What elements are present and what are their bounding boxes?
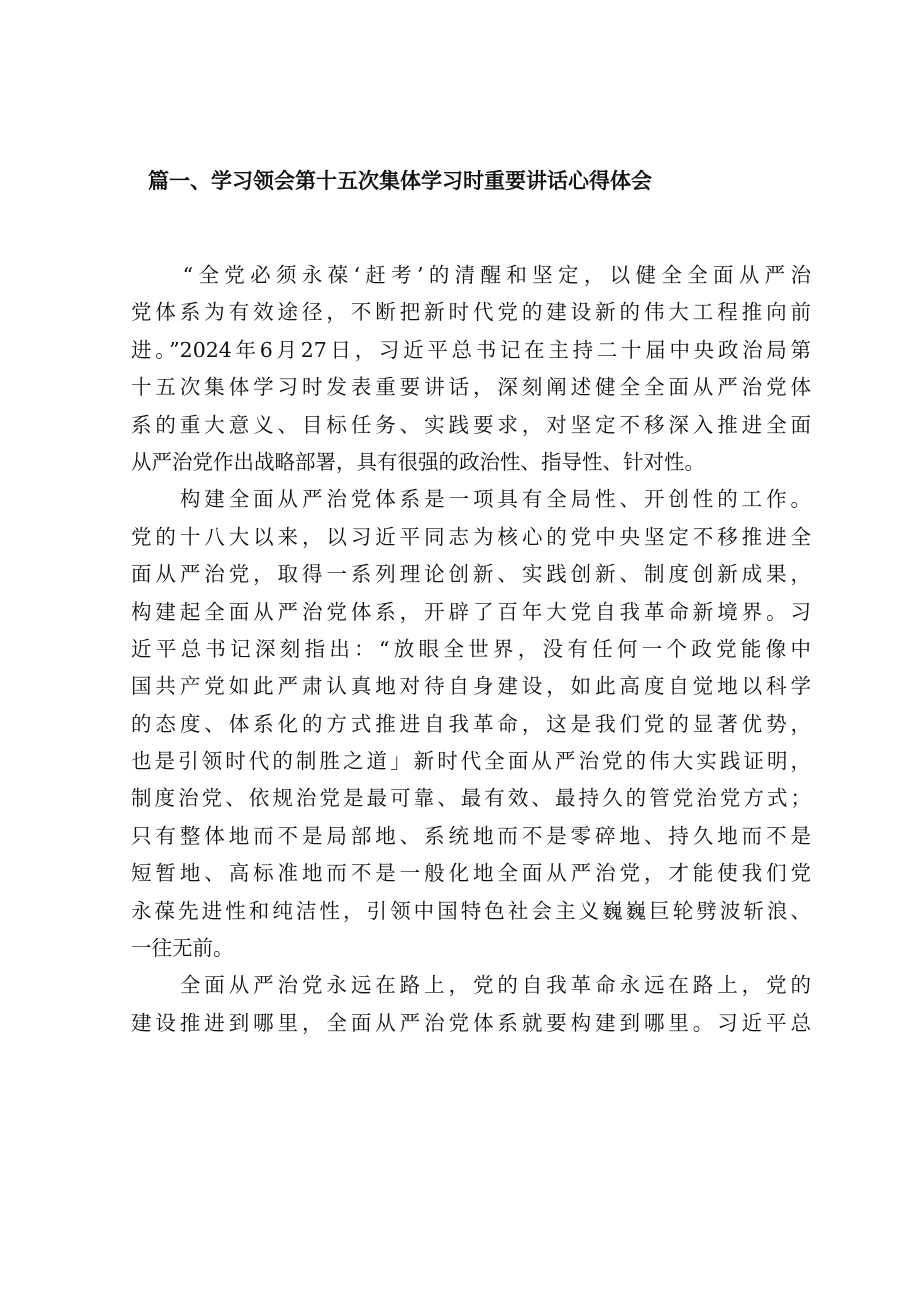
text-line: 从严治党作出战略部署，具有很强的政治性、指导性、针对性。 (131, 449, 705, 474)
text-line: 全面从严治党永远在路上，党的自我革命永远在路上，党的 (131, 973, 811, 998)
document-title: 篇一、学习领会第十五次集体学习时重要讲话心得体会 (148, 169, 652, 193)
text-line: 只有整体地而不是局部地、系统地而不是零碎地、持久地而不是 (131, 823, 811, 848)
text-line: 也是引领时代的制胜之道」新时代全面从严治党的伟大实践证明， (131, 749, 811, 774)
text-line: 党体系为有效途径，不断把新时代党的建设新的伟大工程推向前 (131, 300, 811, 325)
paragraph-1 (131, 257, 811, 481)
text-line: 近平总书记深刻指出：“放眼全世界，没有任何一个政党能像中 (131, 636, 811, 661)
paragraph-3 (131, 967, 811, 1042)
text-line: 短暂地、高标准地而不是一般化地全面从严治党，才能使我们党 (131, 861, 811, 886)
text-line: 十五次集体学习时发表重要讲话，深刻阐述健全全面从严治党体 (131, 375, 811, 400)
document-body (131, 257, 811, 1042)
paragraph-2 (131, 481, 811, 967)
text-line: 构建起全面从严治党体系，开辟了百年大党自我革命新境界。习 (131, 599, 811, 624)
text-line: 构建全面从严治党体系是一项具有全局性、开创性的工作。 (131, 487, 811, 512)
text-line: “全党必须永葆‘赶考’的清醒和坚定，以健全全面从严治 (131, 263, 811, 287)
text-line: 永葆先进性和纯洁性，引领中国特色社会主义巍巍巨轮劈波斩浪、 (131, 898, 811, 923)
text-line: 系的重大意义、目标任务、实践要求，对坚定不移深入推进全面 (131, 412, 811, 437)
text-line: 国共产党如此严肃认真地对待自身建设，如此高度自觉地以科学 (131, 674, 811, 699)
text-line: 进。”2024年6月27日，习近平总书记在主持二十届中央政治局第 (131, 337, 811, 362)
text-line: 面从严治党，取得一系列理论创新、实践创新、制度创新成果， (131, 562, 811, 587)
text-line: 的态度、体系化的方式推进自我革命，这是我们党的显著优势， (131, 711, 811, 736)
text-line: 制度治党、依规治党是最可靠、最有效、最持久的管党治党方式； (131, 786, 811, 811)
text-line: 建设推进到哪里，全面从严治党体系就要构建到哪里。习近平总 (131, 1010, 811, 1035)
text-line: 一往无前。 (131, 936, 234, 961)
text-line: 党的十八大以来，以习近平同志为核心的党中央坚定不移推进全 (131, 524, 811, 549)
